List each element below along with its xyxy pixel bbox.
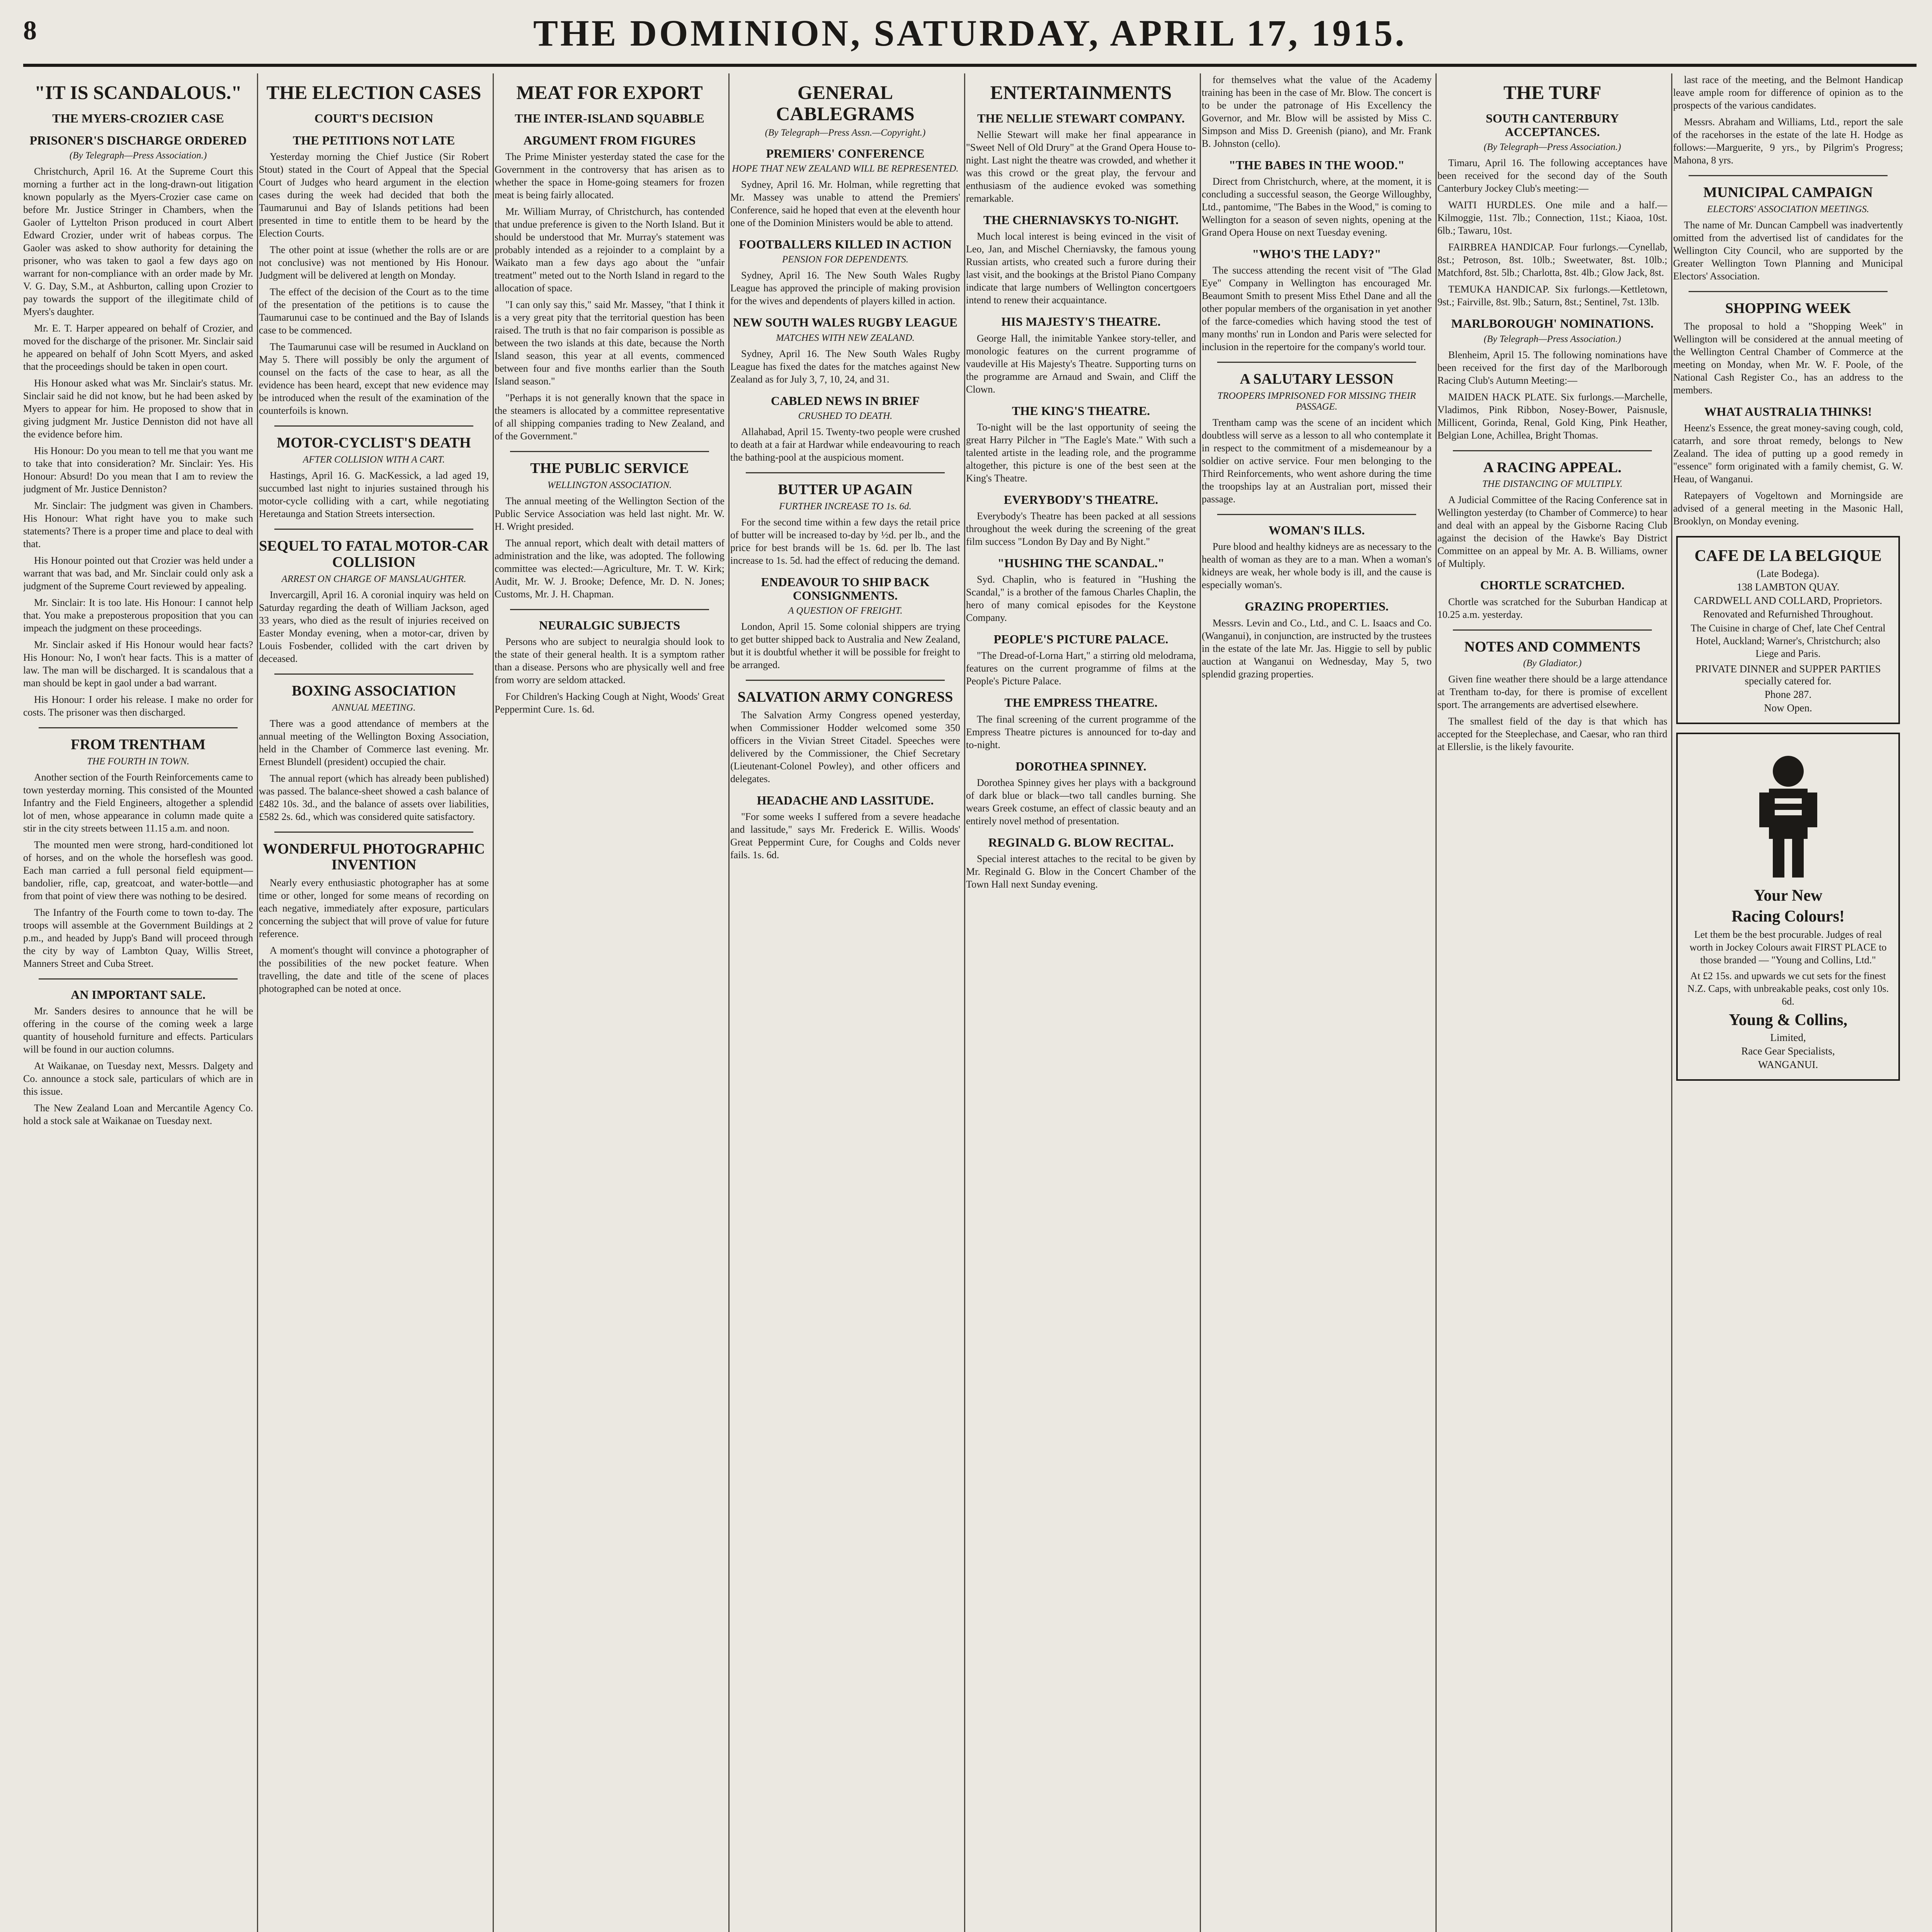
article-paragraph: Persons who are subject to neuralgia should look to the state of their general health. It is a symptom rather than a disease. Persons who are physically well and free from worry are seldom attacked.	[495, 636, 724, 686]
article-paragraph: MAIDEN HACK PLATE. Six furlongs.—Marchelle, Vladimos, Pink Ribbon, Nosey-Bower, Paisnusle, Millicent, Gorinda, Renal, Gold King, Pink Heather, Belgian Lone, Achillea, Bright Thomas.	[1437, 391, 1667, 441]
column-5	[966, 73, 1196, 1932]
section-rule	[1217, 362, 1416, 363]
headline-neuralgic: NEURALGIC SUBJECTS	[539, 618, 680, 633]
article-paragraph: The Prime Minister yesterday stated the case for the Government in the controversy that has arisen as to whether the space in Home-going steamers for frozen meat is being fairly allocated.	[495, 151, 724, 201]
article-paragraph: "The Dread-of-Lorna Hart," a stirring old melodrama, features on the current programme of films at the People's Picture Palace.	[966, 650, 1196, 687]
section-rule	[746, 680, 945, 681]
column-rule	[964, 73, 965, 1932]
headline-election-cases: THE ELECTION CASES	[266, 82, 481, 103]
article-paragraph: Nearly every enthusiastic photographer has at some time or other, longed for some means of recording on each negative, immediately after exposure, particulars concerning the subject that will prove of value for future reference.	[259, 877, 489, 940]
section-rule	[1689, 291, 1888, 292]
article-paragraph: The other point at issue (whether the rolls are or are not conclusive) was not mentioned by His Honour. Judgment will be delivered at length on Monday.	[259, 244, 489, 281]
headline-australia-thinks: WHAT AUSTRALIA THINKS!	[1704, 404, 1872, 418]
headline-nellie-stewart: THE NELLIE STEWART COMPANY.	[977, 111, 1185, 125]
dateline: (By Telegraph—Press Association.)	[1483, 142, 1621, 153]
jockey-illustration	[1738, 744, 1838, 883]
section-rule	[1217, 514, 1416, 515]
subhead-multiply: THE DISTANCING OF MULTIPLY.	[1482, 479, 1622, 490]
cafe-proprietors: CARDWELL AND COLLARD, Proprietors.	[1694, 594, 1883, 606]
headline-blow-recital: REGINALD G. BLOW RECITAL.	[988, 835, 1174, 849]
article-paragraph: The Infantry of the Fourth come to town to-day. The troops will assemble at the Government Buildings at 2 p.m., and headed by Jupp's Band will proceed through the city by way of Lambton Quay, Willis Street, Manners Street and Cuba Street.	[23, 907, 253, 969]
article-paragraph: Christchurch, April 16. At the Supreme Court this morning a further act in the long-drawn-out litigation known popularly as the Myers-Crozier case came on before Mr. Justice Stringer in Chambers, when the Gaoler of Lyttelton Prison produced in court Albert Edward Crozier, under writ of habeas corpus. The Gaoler was asked to show authority for detaining the prisoner, who was taken to gaol a few days ago on warrant for non-compliance with an order made by Mr. V. G. Day, S.M., at Ashburton, calling upon Crozier to pay towards the support of the illegitimate child of Myers's daughter.	[23, 166, 253, 318]
column-rule	[257, 73, 258, 1932]
column-rule	[1200, 73, 1201, 1932]
racing-colours-advertisement	[1676, 733, 1900, 1081]
article-paragraph: A Judicial Committee of the Racing Conference sat in Wellington yesterday (to Chamber of Commerce) to hear and deal with an appeal by the Gisborne Racing Club against the decision of the Hawke's Bay District Committee on an appeal by Mr. A. B. Williams, owner of Multiply.	[1437, 494, 1667, 570]
article-paragraph: The proposal to hold a "Shopping Week" in Wellington will be considered at the annual meeting of the Wellington Central Chamber of Commerce at the meeting on Monday, when Mr. W. F. Poole, of the National Cash Register Co., has an address to the members.	[1673, 320, 1903, 396]
headline-grazing: GRAZING PROPERTIES.	[1245, 599, 1389, 614]
headline-racing-appeal: A RACING APPEAL.	[1483, 459, 1622, 476]
headline-turf: THE TURF	[1503, 82, 1602, 103]
article-paragraph: TEMUKA HANDICAP. Six furlongs.—Kettletown, 9st.; Fairville, 8st. 9lb.; Saturn, 8st.; Sentinel, 7st. 13lb.	[1437, 284, 1667, 308]
cafe-open: Now Open.	[1764, 702, 1812, 714]
headline-cablegrams: GENERAL CABLEGRAMS	[776, 82, 915, 124]
article-paragraph: Everybody's Theatre has been packed at all sessions throughout the week during the screening of the great film success "London By Day and By Night."	[966, 510, 1196, 547]
ad-body: Let them be the best procurable. Judges of real worth in Jockey Colours await FIRST PLACE to those branded — "Young and Collins, Ltd."	[1689, 929, 1887, 966]
article-paragraph: For the second time within a few days the retail price of butter will be increased to-day by ½d. per lb., and the price for best brands will be 1s. 6d. per lb. The last increase to 1s. 5d. had the effect of reducing the demand.	[730, 516, 960, 566]
article-paragraph: His Honour pointed out that Crozier was held under a warrant that was bad, and Mr. Sinclair could only ask a judgment of the Supreme Court reviewed by appealing.	[23, 555, 253, 592]
article-paragraph: Allahabad, April 15. Twenty-two people were crushed to death at a fair at Hardwar while endeavouring to reach the bathing-pool at the auspicious moment.	[730, 426, 960, 463]
article-paragraph: WAITI HURDLES. One mile and a half.—Kilmoggie, 11st. 7lb.; Connection, 11st.; Kiaoa, 10st. 6lb.; Tawaru, 10st.	[1437, 199, 1667, 236]
article-paragraph: Mr. Sinclair: It is too late. His Honour: I cannot help that. You make a preposterous proposition that you can impeach the judgment on these proceedings.	[23, 597, 253, 634]
article-paragraph: Pure blood and healthy kidneys are as necessary to the health of woman as they are to a man. When a woman's kidneys are weak, her whole body is ill, and the cause is especially woman's.	[1202, 541, 1432, 591]
headline-premiers-conference: PREMIERS' CONFERENCE	[766, 146, 925, 160]
article-paragraph: Chortle was scratched for the Suburban Handicap at 10.25 a.m. yesterday.	[1437, 596, 1667, 620]
subhead-fourth-in-town: THE FOURTH IN TOWN.	[87, 756, 189, 767]
headline-meat-export: MEAT FOR EXPORT	[516, 82, 703, 103]
subhead-petitions-not-late: THE PETITIONS NOT LATE	[293, 133, 455, 148]
article-paragraph: Syd. Chaplin, who is featured in "Hushing the Scandal," is a brother of the famous Charles Chaplin, the hero of many comical episodes for the Keystone Company.	[966, 574, 1196, 624]
article-paragraph: For Children's Hacking Cough at Night, Woods' Great Peppermint Cure. 1s. 6d.	[495, 691, 724, 715]
article-paragraph: His Honour: I order his release. I make no order for costs. The prisoner was then discharged.	[23, 694, 253, 718]
article-paragraph: The effect of the decision of the Court as to the time of the presentation of the petitions is to cause the Taumarunui case to be continued and the Bay of Islands case to be commenced.	[259, 286, 489, 336]
cafe-name: CAFE DE LA BELGIQUE	[1694, 547, 1882, 565]
headline-spinney: DOROTHEA SPINNEY.	[1015, 759, 1146, 773]
subhead-inter-island: THE INTER-ISLAND SQUABBLE	[515, 111, 704, 125]
headline-kings-theatre: THE KING'S THEATRE.	[1012, 403, 1150, 418]
article-paragraph: Heenz's Essence, the great money-saving cough, cold, catarrh, and sore throat remedy, belongs to New Zealand. The idea of putting up a good remedy in "essence" form originated with a family chemist, G. W. Heau, of Wanganui.	[1673, 422, 1903, 485]
article-paragraph: Sydney, April 16. The New South Wales Rugby League has approved the principle of making provision for the wives and dependents of players killed in action.	[730, 270, 960, 307]
article-paragraph: Mr. Sinclair: The judgment was given in Chambers. His Honour: What right have you to make such statements? There is a proper time and place to deal with that.	[23, 500, 253, 550]
column-3	[495, 73, 724, 1932]
article-paragraph: The success attending the recent visit of "The Glad Eye" Company in Wellington has encouraged Mr. Beaumont Smith to present Miss Ethel Dane and all the other popular members of the organisation in yet another of the farce-comedies which having stood the test of many months' run in London and Paris were selected for inclusion in the repertoire for the company's world tour.	[1202, 265, 1432, 353]
headline-butter: BUTTER UP AGAIN	[778, 481, 913, 498]
article-paragraph: "I can only say this," said Mr. Massey, "that I think it is a very great pity that the territorial question has been raised. The truth is that no fair comparison is possible as between the two islands at this date, because the North Island season, this year at all events, commenced between four and five months earlier than the South Island season."	[495, 299, 724, 387]
section-rule	[274, 529, 473, 530]
headline-public-service: THE PUBLIC SERVICE	[530, 460, 689, 477]
subhead-prisoner-discharge: PRISONER'S DISCHARGE ORDERED	[29, 133, 247, 148]
headline-cabled-news: CABLED NEWS IN BRIEF	[771, 393, 920, 408]
subhead-wellington-association: WELLINGTON ASSOCIATION.	[547, 480, 672, 491]
cafe-private-parties: PRIVATE DINNER and SUPPER PARTIES specially catered for.	[1695, 663, 1881, 687]
subhead-pension: PENSION FOR DEPENDENTS.	[782, 254, 909, 265]
headline-south-canterbury: SOUTH CANTERBURY ACCEPTANCES.	[1486, 111, 1619, 139]
dateline: (By Telegraph—Press Association.)	[69, 150, 207, 161]
headline-trentham: FROM TRENTHAM	[71, 736, 206, 753]
cafe-tagline: Renovated and Refurnished Throughout.	[1703, 608, 1873, 620]
article-paragraph: Blenheim, April 15. The following nominations have been received for the first day of the Marlborough Racing Club's Autumn Meeting:—	[1437, 349, 1667, 386]
subhead-myers-crozier: THE MYERS-CROZIER CASE	[52, 111, 224, 125]
article-paragraph: last race of the meeting, and the Belmont Handicap leave ample room for difference of opinion as to the prospects of the various candidates.	[1673, 74, 1903, 111]
section-rule	[39, 727, 238, 728]
headline-empress: THE EMPRESS THEATRE.	[1004, 696, 1158, 710]
article-paragraph: George Hall, the inimitable Yankee story-teller, and monologic features on the current programme of vaudeville at His Majesty's Theatre. Supporting turns on the programme are Arnaud and Swain, and Cliff the Clown.	[966, 332, 1196, 395]
ad-city: WANGANUI.	[1758, 1058, 1818, 1070]
article-paragraph: His Honour: Do you mean to tell me that you want me to take that into consideration? Mr. Sinclair: Yes. His Honour: Absurd! Do you mean that I am to review the judgment of Mr. Justice Denniston?	[23, 445, 253, 495]
column-2	[259, 73, 489, 1932]
ad-specialists: Race Gear Specialists,	[1741, 1045, 1835, 1057]
subhead-collision-cart: AFTER COLLISION WITH A CART.	[303, 454, 445, 465]
section-rule	[1453, 629, 1652, 631]
headline-important-sale: AN IMPORTANT SALE.	[71, 988, 206, 1002]
headline-footballers: FOOTBALLERS KILLED IN ACTION	[739, 237, 952, 252]
article-paragraph: A moment's thought will convince a photographer of the possibilities of the new pocket feature. When travelling, the date and title of the scene of places photographed can be noted at once.	[259, 945, 489, 995]
article-paragraph: The New Zealand Loan and Mercantile Agency Co. hold a stock sale at Waikanae on Tuesday next.	[23, 1102, 253, 1127]
subhead-manslaughter: ARREST ON CHARGE OF MANSLAUGHTER.	[281, 573, 466, 584]
headline-peoples-palace: PEOPLE'S PICTURE PALACE.	[993, 632, 1168, 646]
column-rule	[728, 73, 730, 1932]
article-paragraph: The smallest field of the day is that which has accepted for the Steeplechase, and Caesar, who ran third at Ellerslie, is the likely favourite.	[1437, 716, 1667, 753]
ad-company: Young & Collins,	[1729, 1011, 1847, 1029]
article-paragraph: The mounted men were strong, hard-conditioned lot of horses, and on the whole the horseflesh was good. Each man carried a full personal field equipment—bandolier, rifle, cap, greatcoat, and water-bottle—and from that point of view there was nothing to be desired.	[23, 839, 253, 902]
column-7	[1437, 73, 1667, 1932]
column-4	[730, 73, 960, 1932]
headline-boxing: BOXING ASSOCIATION	[292, 682, 456, 699]
subhead-courts-decision: COURT'S DECISION	[314, 111, 434, 125]
headline-scandalous: "IT IS SCANDALOUS."	[34, 82, 242, 103]
dateline: (By Telegraph—Press Association.)	[1483, 333, 1621, 344]
subhead-troopers: TROOPERS IMPRISONED FOR MISSING THEIR PASSAGE.	[1217, 391, 1416, 412]
article-paragraph: Much local interest is being evinced in the visit of Leo, Jan, and Mischel Cherniavsky, the famous young Russian artists, who created such a furore during their last visit, and the bookings at the Bristol Piano Company indicate that large numbers of Wellington concertgoers intend to renew their acquaintance.	[966, 231, 1196, 306]
column-rule	[1671, 73, 1672, 1932]
headline-photographic: WONDERFUL PHOTOGRAPHIC INVENTION	[263, 840, 485, 873]
headline-entertainments: ENTERTAINMENTS	[990, 82, 1172, 103]
article-paragraph: Nellie Stewart will make her final appearance in "Sweet Nell of Old Drury" at the Grand Opera House to-night. Last night the theatre was crowded, and whether it was this crowd or the great play, the fervour and enthusiasm of the audience evoked was something remarkable.	[966, 129, 1196, 204]
article-paragraph: Yesterday morning the Chief Justice (Sir Robert Stout) stated in the Court of Appeal that the Special Court of Judges who heard argument in the election cases during the week had decided that both the Taumarunui and Bay of Islands petitions had been presented in time to entitle them to be heard by the Election Courts.	[259, 151, 489, 239]
section-rule	[39, 978, 238, 980]
article-paragraph: Special interest attaches to the recital to be given by Mr. Reginald G. Blow in the Concert Chamber of the Town Hall next Sunday evening.	[966, 853, 1196, 890]
column-8	[1673, 73, 1903, 1932]
section-rule	[1453, 450, 1652, 451]
article-paragraph: Mr. Sanders desires to announce that he will be offering in the course of the coming week a large quantity of household furniture and effects. Particulars will be found in our auction columns.	[23, 1005, 253, 1055]
article-paragraph: Given fine weather there should be a large attendance at Trentham to-day, for there is promise of excellent sport. The arrangements are advertised elsewhere.	[1437, 673, 1667, 711]
subhead-crushed: CRUSHED TO DEATH.	[798, 410, 893, 421]
headline-chortle: CHORTLE SCRATCHED.	[1480, 578, 1625, 592]
subhead-matches: MATCHES WITH NEW ZEALAND.	[776, 332, 915, 343]
headline-cherniavskys: THE CHERNIAVSKYS TO-NIGHT.	[983, 213, 1179, 227]
headline-motor-cyclist: MOTOR-CYCLIST'S DEATH	[277, 435, 471, 451]
article-paragraph: Hastings, April 16. G. MacKessick, a lad aged 19, succumbed last night to injuries sustained through his motor-cycle colliding with a cart, while negotiating Heretaunga and Station Streets intersection.	[259, 470, 489, 520]
section-rule	[274, 425, 473, 427]
section-rule	[274, 832, 473, 833]
subhead-argument-figures: ARGUMENT FROM FIGURES	[523, 133, 696, 148]
column-6	[1202, 73, 1432, 1932]
article-paragraph: Mr. William Murray, of Christchurch, has contended that undue preference is given to the North Island. But it should be understood that Mr. Murray's statement was probably intended as a rejoinder to a complaint by a Waikato man a few days ago about the "unfair treatment" meted out to the North Island in regard to the allocation of space.	[495, 206, 724, 294]
article-paragraph: Ratepayers of Vogeltown and Morningside are advised of a general meeting in the Masonic Hall, Brooklyn, on Monday evening.	[1673, 490, 1903, 527]
article-paragraph: To-night will be the last opportunity of seeing the great Harry Pilcher in "The Eagle's Mate." With such a talented artiste in the leading role, and the programme altogether, this picture is one of the best seen at the King's Theatre.	[966, 421, 1196, 484]
masthead	[23, 12, 1917, 58]
subhead-freight: A QUESTION OF FREIGHT.	[788, 605, 903, 616]
byline: (By Gladiator.)	[1523, 658, 1582, 669]
column-rule	[493, 73, 494, 1932]
article-paragraph: The Salvation Army Congress opened yesterday, when Commissioner Hodder welcomed some 350 officers in the Vivian Street Citadel. Speeches were delivered by the Commissioner, the Chief Secretary (Lieutenant-Colonel Powley), and other officers and delegates.	[730, 709, 960, 784]
ad-limited: Limited,	[1770, 1031, 1806, 1043]
headline-notes-comments: NOTES AND COMMENTS	[1464, 638, 1641, 655]
subhead-electors: ELECTORS' ASSOCIATION MEETINGS.	[1707, 204, 1869, 214]
masthead-rule	[23, 64, 1917, 67]
cafe-body: The Cuisine in charge of Chef, late Chef Central Hotel, Auckland; Warner's, Christchurch; also Liege and Paris.	[1690, 622, 1886, 659]
ad-your-new: Your New	[1753, 886, 1823, 905]
headline-municipal: MUNICIPAL CAMPAIGN	[1703, 184, 1873, 201]
headline-womans-ills: WOMAN'S ILLS.	[1269, 523, 1365, 537]
headline-hushing: "HUSHING THE SCANDAL."	[997, 556, 1165, 570]
article-paragraph: Timaru, April 16. The following acceptances have been received for the second day of the South Canterbury Jockey Club's meeting:—	[1437, 157, 1667, 194]
article-paragraph: for themselves what the value of the Academy training has been in the case of Mr. Blow. The concert is to be under the patronage of His Excellency the Governor, and Mr. Blow will be assisted by Miss C. Simpson and Miss D. Greenish (piano), and Mr. Frank B. Johnston (cello).	[1202, 74, 1432, 149]
cafe-advertisement	[1676, 536, 1900, 724]
ad-racing-colours: Racing Colours!	[1731, 907, 1845, 925]
cafe-subtitle: (Late Bodega).	[1757, 567, 1820, 579]
article-paragraph: The annual report, which dealt with detail matters of administration and the like, was adopted. The following committee was elected:—Agriculture, Mr. T. W. Kirk; Audit, Mr. W. J. Brooke; Defence, Mr. D. N. Jones; Customs, Mr. J. H. Chapman.	[495, 537, 724, 600]
article-paragraph: FAIRBREA HANDICAP. Four furlongs.—Cynellab, 8st.; Petroson, 8st. 10lb.; Sweetwater, 8st. 10lb.; Matchford, 8st. 5lb.; Charlotta, 8st. 4lb.; Glow Jack, 8st.	[1437, 242, 1667, 279]
headline-salutary-lesson: A SALUTARY LESSON	[1240, 371, 1394, 388]
article-paragraph: Another section of the Fourth Reinforcements came to town yesterday morning. This consisted of the Mounted Infantry and the Field Engineers, altogether a splendid lot of men, whose appearance in column made quite a stir in the city streets between 11.15 a.m. and noon.	[23, 772, 253, 834]
article-paragraph: London, April 15. Some colonial shippers are trying to get butter shipped back to Australia and New Zealand, but it is doubtful whether it will be possible for freight to be arranged.	[730, 621, 960, 670]
headline-shopping-week: SHOPPING WEEK	[1725, 300, 1851, 316]
article-paragraph: The name of Mr. Duncan Campbell was inadvertently omitted from the advertised list of candidates for the Wellington City Council, who are supported by the Greater Wellington Town Planning and Municipal Electors' Association.	[1673, 219, 1903, 282]
article-paragraph: The final screening of the current programme of the Empress Theatre pictures is announced for to-day and to-night.	[966, 713, 1196, 750]
column-rule	[1435, 73, 1437, 1932]
article-paragraph: Dorothea Spinney gives her plays with a background of dark blue or black—two tall candles burning. She wears Greek costume, an effect of classic beauty and an entirely novel method of presentation.	[966, 777, 1196, 827]
article-paragraph: Direct from Christchurch, where, at the moment, it is concluding a successful season, the George Willoughby, Ltd., pantomime, "The Babes in the Wood," is coming to Wellington for a season of seven nights, opening at the Grand Opera House on next Tuesday evening.	[1202, 176, 1432, 238]
headline-marlborough: MARLBOROUGH' NOMINATIONS.	[1451, 316, 1654, 331]
subhead-annual-meeting: ANNUAL MEETING.	[332, 702, 416, 713]
headline-salvation-army: SALVATION ARMY CONGRESS	[737, 689, 953, 705]
section-rule	[510, 451, 709, 452]
ad-price: At £2 15s. and upwards we cut sets for the finest N.Z. Caps, with unbreakable peaks, cost only 10s. 6d.	[1687, 970, 1889, 1007]
article-paragraph: There was a good attendance of members at the annual meeting of the Wellington Boxing Association, held in the Chamber of Commerce last evening. Mr. Ernest Blundell (president) occupied the chair.	[259, 718, 489, 767]
subhead-new-zealand-represented: HOPE THAT NEW ZEALAND WILL BE REPRESENTED.	[732, 163, 959, 174]
section-rule	[1689, 175, 1888, 176]
headline-fatal-collision: SEQUEL TO FATAL MOTOR-CAR COLLISION	[259, 538, 489, 570]
article-paragraph: "For some weeks I suffered from a severe headache and lassitude," says Mr. Frederick E. Willis. Woods' Great Peppermint Cure, for Coughs and Colds never fails. 1s. 6d.	[730, 811, 960, 861]
headline-everybodys: EVERYBODY'S THEATRE.	[1003, 492, 1158, 507]
section-rule	[510, 609, 709, 610]
article-paragraph: At Waikanae, on Tuesday next, Messrs. Dalgety and Co. announce a stock sale, particulars of which are in this issue.	[23, 1060, 253, 1097]
headline-rugby-league: NEW SOUTH WALES RUGBY LEAGUE	[733, 315, 957, 330]
article-paragraph: His Honour asked what was Mr. Sinclair's status. Mr. Sinclair said he did not know, but he had been asked by Myers to appear for him. He proposed to show that in giving judgment Mr. Justice Denniston did not have all the evidence before him.	[23, 378, 253, 440]
headline-headache: HEADACHE AND LASSITUDE.	[757, 793, 934, 807]
subhead-butter-increase: FURTHER INCREASE TO 1s. 6d.	[779, 501, 912, 512]
article-paragraph: Messrs. Abraham and Williams, Ltd., report the sale of the racehorses in the estate of the late H. Hodge as follows:—Marguerite, 9 yrs., by Pilgrim's Progress; Mahona, 8 yrs.	[1673, 116, 1903, 166]
article-paragraph: Sydney, April 16. Mr. Holman, while regretting that Mr. Massey was unable to attend the Premiers' Conference, said he hoped that even at the eleventh hour one of the Dominion Ministers would be able to attend.	[730, 179, 960, 229]
article-paragraph: The annual meeting of the Wellington Section of the Public Service Association was held last night. Mr. W. H. Wright presided.	[495, 495, 724, 532]
article-paragraph: Invercargill, April 16. A coronial inquiry was held on Saturday regarding the death of William Jackson, aged 33 years, who died as the result of injuries received on Easter Monday evening, when a motor-car, driven by Louis Fosbender, collided with the cart driven by deceased.	[259, 589, 489, 664]
cafe-address: 138 LAMBTON QUAY.	[1736, 581, 1840, 593]
section-rule	[746, 472, 945, 473]
headline-babes-wood: "THE BABES IN THE WOOD."	[1229, 158, 1405, 172]
section-rule	[274, 673, 473, 675]
article-paragraph: Mr. E. T. Harper appeared on behalf of Crozier, and moved for the discharge of the prisoner. Mr. Sinclair said he appeared on behalf of John Scott Myers, and asked that the proceedings should be taken in open court.	[23, 323, 253, 372]
headline-his-majestys: HIS MAJESTY'S THEATRE.	[1001, 315, 1161, 329]
dateline: (By Telegraph—Press Assn.—Copyright.)	[765, 128, 926, 138]
article-paragraph: The annual report (which has already been published) was passed. The balance-sheet showed a cash balance of £482 10s. 3d., and the balance of assets over liabilities, £582 2s. 6d., which was considered quite satisfactory.	[259, 772, 489, 822]
column-1	[23, 73, 253, 1932]
page-number: 8	[23, 16, 37, 46]
article-paragraph: Sydney, April 16. The New South Wales Rugby League has fixed the dates for the matches against New Zealand as for July 3, 7, 10, 24, and 31.	[730, 348, 960, 385]
article-paragraph: The Taumarunui case will be resumed in Auckland on May 5. There will possibly be only the argument of counsel on the facts of the case to hear, as all the evidence has been heard, except that new evidence may be introduced when the result of the examination of the counterfoils is known.	[259, 341, 489, 417]
article-paragraph: "Perhaps it is not generally known that the space in the steamers is allocated by a committee representative of all shipping companies trading to New Zealand, and of the Government."	[495, 392, 724, 442]
headline-ship-back: ENDEAVOUR TO SHIP BACK CONSIGNMENTS.	[761, 575, 930, 602]
article-paragraph: Mr. Sinclair asked if His Honour would hear facts? His Honour: No, I won't hear facts. This is a matter of law. The man will be discharged. It is scandalous that a man should be kept in gaol under a bad warrant.	[23, 639, 253, 689]
page-title: THE DOMINION, SATURDAY, APRIL 17, 1915.	[533, 12, 1407, 54]
headline-whos-the-lady: "WHO'S THE LADY?"	[1252, 247, 1381, 261]
cafe-phone: Phone 287.	[1764, 688, 1812, 700]
article-paragraph: Trentham camp was the scene of an incident which doubtless will serve as a lesson to all who contemplate it in respect to the commitment of a misdemeanour by a soldier on active service. Four men belonging to the Third Reinforcements, who went ashore during the time the troopships lay at an Australian port, missed their passage.	[1202, 417, 1432, 505]
article-paragraph: Messrs. Levin and Co., Ltd., and C. L. Isaacs and Co. (Wanganui), in conjunction, are instructed by the trustees in the estate of the late Mr. Jas. Higgie to sell by public auction at Wanganui on Wednesday, May 5, two splendid grazing properties.	[1202, 617, 1432, 680]
